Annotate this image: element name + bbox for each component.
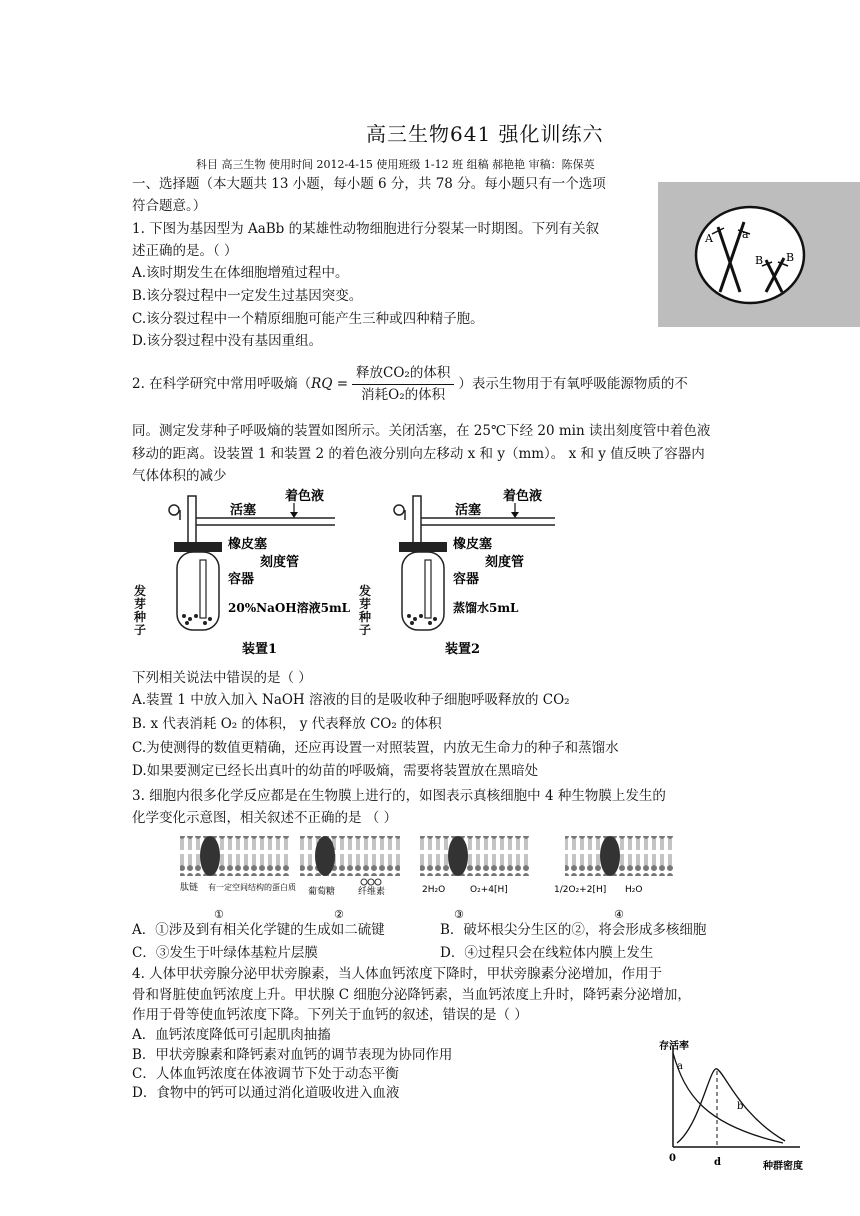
label-stopper-1: 橡皮塞: [228, 537, 268, 552]
rubber-stopper-1: [174, 542, 222, 552]
xlabel: 种群密度: [763, 1161, 803, 1172]
q2-rq-denominator: 消耗O₂的体积: [361, 387, 446, 403]
q2-rq: RQ =: [311, 376, 349, 392]
label-A: A: [705, 232, 713, 245]
q1-stem-line-2: 述正确的是。（ ）: [132, 243, 238, 259]
q2-pre: 2. 在科学研究中常用呼吸熵（: [132, 376, 312, 392]
valve-1-icon: [169, 505, 179, 515]
curve-a-label: a: [677, 1061, 683, 1072]
q4-stem-line-1: 4. 人体甲状旁腺分泌甲状旁腺素，当人体血钙浓度下降时，甲状旁腺素分泌增加，作用于: [132, 966, 663, 982]
rubber-stopper-2: [399, 542, 447, 552]
m4-number: ④: [614, 908, 624, 921]
m1-label-peptide: 肽链: [180, 883, 199, 893]
q4-option-d: D．食物中的钙可以通过消化道吸收进入血液: [132, 1085, 400, 1101]
q4-stem-line-3: 作用于骨等使血钙浓度下降。下列关于血钙的叙述，错误的是（ ）: [132, 1007, 528, 1023]
d-tick-label: d: [714, 1157, 721, 1168]
q1-option-a: A.该时期发生在体细胞增殖过程中。: [132, 265, 349, 281]
m4-label-water: H₂O: [625, 885, 643, 895]
q2-option-a: A.装置 1 中放入加入 NaOH 溶液的目的是吸收种子细胞呼吸释放的 CO₂: [132, 692, 570, 708]
m3-number: ③: [454, 908, 464, 921]
document-meta: 科目 高三生物 使用时间 2012-4-15 使用班级 1-12 班 组稿 郝艳艳 审稿：陈保英: [196, 158, 595, 171]
membrane-3: [420, 836, 530, 921]
q4-option-a: A．血钙浓度降低可引起肌肉抽搐: [132, 1027, 331, 1043]
ylabel-line: 存活率: [659, 1041, 689, 1052]
q3-option-b: B．破坏根尖分生区的②，将会形成多核细胞: [440, 922, 707, 938]
label-a: a: [742, 228, 749, 241]
q1-option-c: C.该分裂过程中一个精原细胞可能产生三种或四种精子胞。: [132, 311, 484, 327]
q2-option-b: B. x 代表消耗 O₂ 的体积， y 代表释放 CO₂ 的体积: [132, 716, 442, 732]
curve-b: [677, 1069, 785, 1143]
q2-rq-fraction: [352, 363, 454, 406]
q2-stem-line-2: 同。测定发芽种子呼吸熵的装置如图所示。关闭活塞，在 25℃下经 20 min 读出刻度管中着色液: [132, 423, 711, 439]
q3-stem-line-1: 3. 细胞内很多化学反应都是在生物膜上进行的，如图表示真核细胞中 4 种生物膜上发生的: [132, 788, 666, 804]
label-stopper-2: 橡皮塞: [453, 537, 493, 552]
device-2: [394, 488, 555, 657]
q3-membrane-figure: [170, 832, 690, 922]
q2-post: ）表示生物用于有氧呼吸能源物质的不: [458, 376, 688, 392]
m2-label-glucose: 葡萄糖: [308, 887, 336, 897]
valve-2-icon: [394, 505, 404, 515]
q2-rq-numerator: 释放CO₂的体积: [352, 363, 454, 385]
q1-option-d: D.该分裂过程中没有基因重组。: [132, 333, 323, 349]
seeds-vertical-label-2: 发芽种子: [359, 584, 372, 637]
membrane-2: [300, 836, 400, 921]
device-1: [160, 488, 351, 657]
m1-number: ①: [214, 908, 224, 921]
label-B-right: B: [786, 251, 795, 264]
q3-stem-line-2: 化学变化示意图，相关叙述不正确的是 （ ）: [132, 810, 398, 826]
q4-option-b: B．甲状旁腺素和降钙素对血钙的调节表现为协同作用: [132, 1047, 453, 1063]
membrane-1: [180, 836, 296, 921]
container-2: [402, 552, 444, 630]
q4-density-curve-figure: [655, 1035, 855, 1185]
label-tube-1: 刻度管: [260, 555, 300, 570]
q1-cell-division-figure: [658, 182, 860, 327]
label-valve-1: 活塞: [230, 503, 257, 518]
m2-number: ②: [334, 908, 344, 921]
origin-label: 0: [669, 1153, 676, 1164]
label-tube-2: 刻度管: [485, 555, 525, 570]
q2-ask: 下列相关说法中错误的是（ ）: [132, 670, 312, 686]
section-header-line-1: 一、选择题（本大题共 13 小题，每小题 6 分，共 78 分。每小题只有一个选项: [132, 176, 606, 192]
label-solution-2: 蒸馏水5mL: [453, 601, 519, 615]
label-dye-1: 着色液: [285, 489, 325, 504]
q4-option-c: C．人体血钙浓度在体液调节下处于动态平衡: [132, 1066, 399, 1082]
label-device-2: 装置2: [445, 642, 481, 657]
membrane-4: [554, 836, 675, 921]
q2-option-d: D.如果要测定已经长出真叶的幼苗的呼吸熵，需要将装置放在黑暗处: [132, 763, 539, 779]
q4-stem-line-2: 骨和肾脏使血钙浓度上升。甲状腺 C 细胞分泌降钙素，当血钙浓度上升时，降钙素分泌增加，: [132, 987, 691, 1003]
curve-a: [673, 1053, 783, 1143]
label-valve-2: 活塞: [455, 503, 482, 518]
m2-label-cellulose: 纤维素: [358, 887, 386, 897]
label-container-2: 容器: [453, 572, 480, 587]
label-dye-2: 着色液: [503, 489, 543, 504]
m3-label-water: 2H₂O: [422, 885, 446, 895]
q2-stem-line-1: [132, 363, 688, 406]
curve-b-label: b: [737, 1101, 744, 1112]
q3-option-c: C．③发生于叶绿体基粒片层膜: [132, 945, 318, 961]
q2-stem-line-4: 气体体积的减少: [132, 468, 227, 484]
q2-stem-line-3: 移动的距离。设装置 1 和装置 2 的着色液分别向左移动 x 和 y（mm）。 x 和 y 值反映了容器内: [132, 446, 705, 462]
label-container-1: 容器: [228, 572, 255, 587]
label-device-1: 装置1: [242, 642, 278, 657]
page-title: 高三生物641 强化训练六: [366, 122, 604, 146]
q1-option-b: B.该分裂过程中一定发生过基因突变。: [132, 288, 363, 304]
seeds-vertical-label-1: 发芽种子: [134, 584, 147, 637]
q3-option-a: A．①涉及到有相关化学键的生成如二硫键: [132, 922, 385, 938]
q1-stem-line-1: 1. 下图为基因型为 AaBb 的某雄性动物细胞进行分裂某一时期图。下列有关叙: [132, 221, 600, 237]
container-1: [177, 552, 219, 630]
label-solution-1: 20%NaOH溶液5mL: [228, 601, 351, 615]
section-header-line-2: 符合题意。）: [132, 198, 207, 214]
q2-option-c: C.为使测得的数值更精确，还应再设置一对照装置，内放无生命力的种子和蒸馏水: [132, 740, 619, 756]
q3-option-d: D．④过程只会在线粒体内膜上发生: [440, 945, 654, 961]
m1-label-protein: 有一定空间结构的蛋白质: [208, 883, 296, 892]
m3-label-oxygen: O₂+4[H]: [470, 885, 508, 895]
label-B-left: B: [755, 254, 764, 267]
m4-label-reactants: 1/2O₂+2[H]: [554, 885, 607, 895]
